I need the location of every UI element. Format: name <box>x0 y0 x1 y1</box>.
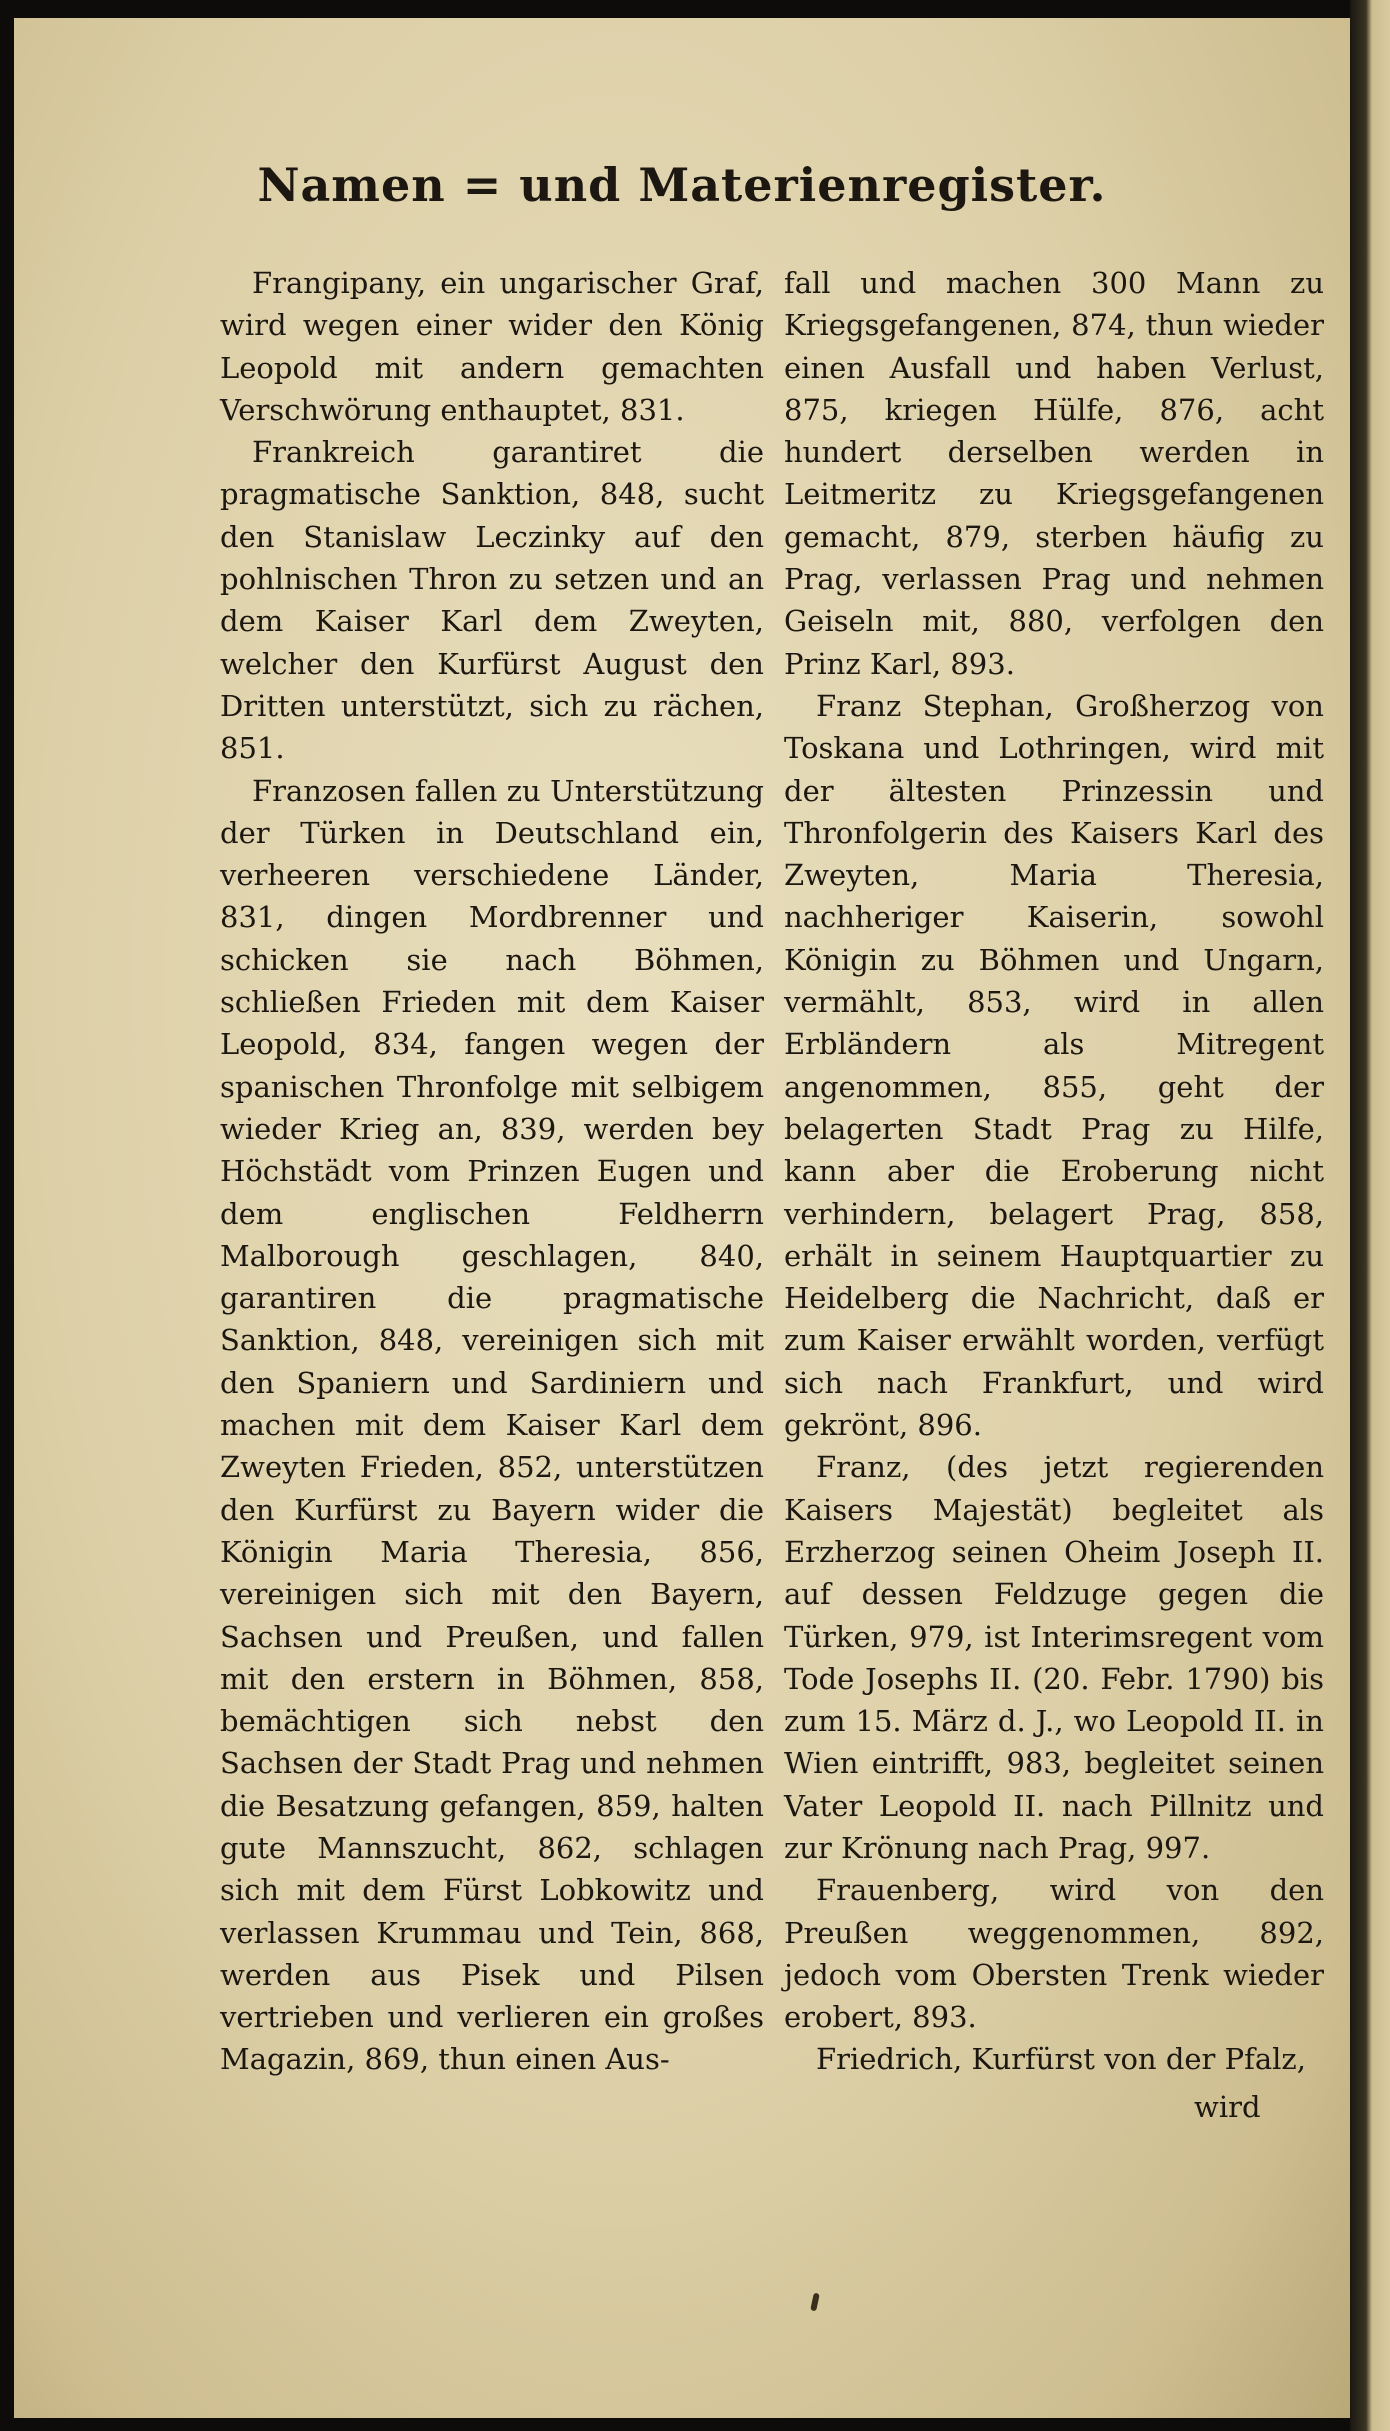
index-entry: Frankreich garantiret die pragmatische Sanktion, 848, sucht den Stanislaw Leczinky auf den pohlnischen Thron zu setzen und an dem Kaiser Karl dem Zweyten, welcher den Kurfürst August den Dritten unterstützt, sich zu rächen, 851. <box>220 435 764 766</box>
index-entry: Franzosen fallen zu Unterstützung der Türken in Deutschland ein, verheeren verschiedene Länder, 831, dingen Mordbrenner und schicken sie nach Böhmen, schließen Frieden mit dem Kaiser Leopold, 834, fangen wegen der spanischen Thronfolge mit selbigem wieder Krieg an, 839, werden bey Höchstädt vom Prinzen Eugen und dem englischen Feldherrn Malborough geschlagen, 840, garantiren die pragmatische Sanktion, 848, vereinigen sich mit den Spaniern und Sardiniern und machen mit dem Kaiser Karl dem Zweyten Frieden, 852, unterstützen den Kurfürst zu Bayern wider die Königin Maria Theresia, 856, vereinigen sich mit den Bayern, Sachsen und Preußen, und fallen mit den erstern in Böhmen, 858, bemächtigen sich nebst den Sachsen der Stadt Prag und nehmen die Besatzung gefangen, 859, halten gute Mannszucht, 862, schlagen sich mit dem Fürst Lobkowitz und verlassen Krummau und Tein, 868, werden aus Pisek und Pilsen vertrieben und verlieren ein großes Magazin, 869, thun einen Aus- <box>220 773 764 2077</box>
index-entry: Friedrich, Kurfürst von der Pfalz, <box>816 2042 1306 2077</box>
document-page <box>14 18 1356 2418</box>
index-entry: Frangipany, ein ungarischer Graf, wird wegen einer wider den König Leopold mit andern gemachten Verschwörung enthauptet, 831. <box>220 266 764 427</box>
index-entry: Frauenberg, wird von den Preußen weggenommen, 892, jedoch vom Obersten Trenk wieder erobert, 893. <box>784 1873 1324 2035</box>
left-column <box>220 262 764 2081</box>
index-entry-continued: fall und machen 300 Mann zu Kriegsgefangenen, 874, thun wieder einen Ausfall und haben Verlust, 875, kriegen Hülfe, 876, acht hundert derselben werden in Leitmeritz zu Kriegsgefangenen gemacht, 879, sterben häufig zu Prag, verlassen Prag und nehmen Geiseln mit, 880, verfolgen den Prinz Karl, 893. <box>784 266 1324 681</box>
catchword: wird <box>1194 2090 1261 2124</box>
right-column <box>784 262 1324 2081</box>
index-entry: Franz, (des jetzt regierenden Kaisers Majestät) begleitet als Erzherzog seinen Oheim Joseph II. auf dessen Feldzuge gegen die Türken, 979, ist Interimsregent vom Tode Josephs II. (20. Febr. 1790) bis zum 15. März d. J., wo Leopold II. in Wien eintrifft, 983, begleitet seinen Vater Leopold II. nach Pillnitz und zur Krönung nach Prag, 997. <box>784 1450 1324 1865</box>
ink-blot <box>810 2293 820 2312</box>
index-entry: Franz Stephan, Großherzog von Toskana und Lothringen, wird mit der ältesten Prinzessin und Thronfolgerin des Kaisers Karl des Zweyten, Maria Theresia, nachheriger Kaiserin, sowohl Königin zu Böhmen und Ungarn, vermählt, 853, wird in allen Erbländern als Mitregent angenommen, 855, geht der belagerten Stadt Prag zu Hilfe, kann aber die Eroberung nicht verhindern, belagert Prag, 858, erhält in seinem Hauptquartier zu Heidelberg die Nachricht, daß er zum Kaiser erwählt worden, verfügt sich nach Frankfurt, und wird gekrönt, 896. <box>784 688 1324 1443</box>
binding-edge <box>1350 0 1390 2431</box>
page-header: Namen = und Materienregister. <box>257 158 1107 212</box>
